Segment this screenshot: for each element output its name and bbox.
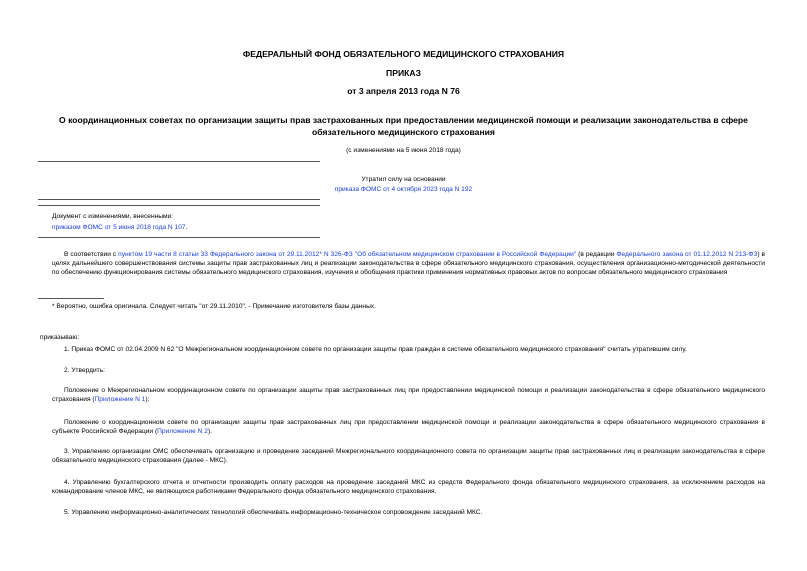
amendment-note: (с изменениями на 5 июня 2018 года) bbox=[346, 147, 461, 154]
lost-force-link[interactable]: приказа ФОМС от 4 октября 2023 года N 192 bbox=[334, 186, 473, 193]
preamble-text: ) в целях дальнейшего совершенствования системы защиты прав застрахованных лиц и реализации законодательства в сфере обязательного медицинского страхования, осуществления организационно-методической деятельности по обеспечению функционирования системы обязательного медицинского страхования, изучения и обобщения практики применения нормативных правовых актов по вопросам обязательного медицинского страхования bbox=[52, 251, 766, 277]
footnote: * Вероятно, ошибка оригинала. Следует читать "от 29.11.2010". - Примечание изготовителя базы данных. bbox=[52, 303, 376, 310]
preamble-text: (в редакции bbox=[576, 251, 617, 258]
lost-force-link-wrap bbox=[40, 185, 767, 194]
law-link[interactable]: пунктом 19 части 8 статьи 33 Федерального закона от 29.11.2012* N 326-ФЗ "Об обязательном медицинском страховании в Российской Федерации" bbox=[118, 251, 577, 258]
divider bbox=[38, 237, 320, 238]
document-type: ПРИКАЗ bbox=[386, 68, 421, 78]
amending-law-link[interactable]: Федерального закона от 01.12.2012 N 213-ФЗ bbox=[616, 251, 758, 258]
doc-changes-link[interactable]: приказом ФОМС от 5 июня 2018 года N 107 bbox=[52, 224, 186, 231]
appendix-1-link[interactable]: Приложение N 1 bbox=[94, 396, 146, 404]
lost-force-label: Утратил силу на основании bbox=[361, 176, 446, 183]
document-title-line-2: обязательного медицинского страхования bbox=[312, 126, 495, 137]
divider bbox=[38, 161, 320, 162]
item-text: Положение о Межрегиональном координационном совете по организации защиты прав застрахованных лиц при предоставлении медицинской помощи и реализации законодательства в сфере обязательного медицинского страхования ( bbox=[52, 387, 765, 404]
doc-changes-suffix: . bbox=[185, 224, 188, 231]
preamble-text: В соответствии с bbox=[64, 251, 119, 258]
preamble-paragraph bbox=[52, 250, 765, 278]
item-text: ). bbox=[207, 428, 212, 436]
doc-changes-line bbox=[52, 223, 187, 232]
document-date-number: от 3 апреля 2013 года N 76 bbox=[347, 86, 460, 96]
item-1: 1. Приказ ФОМС от 02.04.2009 N 62 "О Межрегиональном координационном совете по организации защиты прав граждан в системе обязательного медицинского страхования" считать утратившим силу. bbox=[64, 346, 687, 353]
document-title bbox=[40, 115, 767, 138]
order-word: приказываю: bbox=[40, 334, 80, 341]
item-4: 4. Управлению бухгалтерского отчета и отчетности производить оплату расходов на проведение заседаний МКС из средств Федерального фонда обязательного медицинского страхования, за исключением расходов на командирование членов МКС, не являющихся работниками Федерального фонда обязательного медицинского страхования. bbox=[52, 479, 765, 496]
organization-name: ФЕДЕРАЛЬНЫЙ ФОНД ОБЯЗАТЕЛЬНОГО МЕДИЦИНСКОГО СТРАХОВАНИЯ bbox=[242, 49, 565, 59]
document-title-line-1: О координационных советах по организации защиты прав застрахованных при предоставлении медицинской помощи и реализации законодательства в сфере bbox=[59, 115, 748, 125]
item-text: ); bbox=[145, 396, 150, 404]
footnote-divider bbox=[38, 298, 104, 299]
item-2-appendix-2 bbox=[52, 418, 765, 436]
doc-changes-label: Документ с изменениями, внесенными: bbox=[52, 213, 174, 220]
divider bbox=[38, 199, 320, 200]
item-2-appendix-1 bbox=[52, 386, 765, 404]
item-3: 3. Управлению организации ОМС обеспечивать организацию и проведение заседаний Межрегионального координационного совета по организации защиты прав застрахованных лиц и реализации законодательства в сфере обязательного медицинского страхования (далее - МКС). bbox=[52, 448, 765, 465]
item-text: Положение о координационном совете по организации защиты прав застрахованных лиц при предоставлении медицинской помощи и реализации законодательства в сфере обязательного медицинского страхования в субъекте Российской Федерации ( bbox=[52, 419, 765, 436]
item-5: 5. Управлению информационно-аналитических технологий обеспечивать информационно-техническое сопровождение заседаний МКС. bbox=[64, 509, 483, 516]
divider bbox=[38, 205, 320, 206]
appendix-2-link[interactable]: Приложение N 2 bbox=[157, 428, 208, 436]
item-2: 2. Утвердить: bbox=[64, 367, 105, 374]
